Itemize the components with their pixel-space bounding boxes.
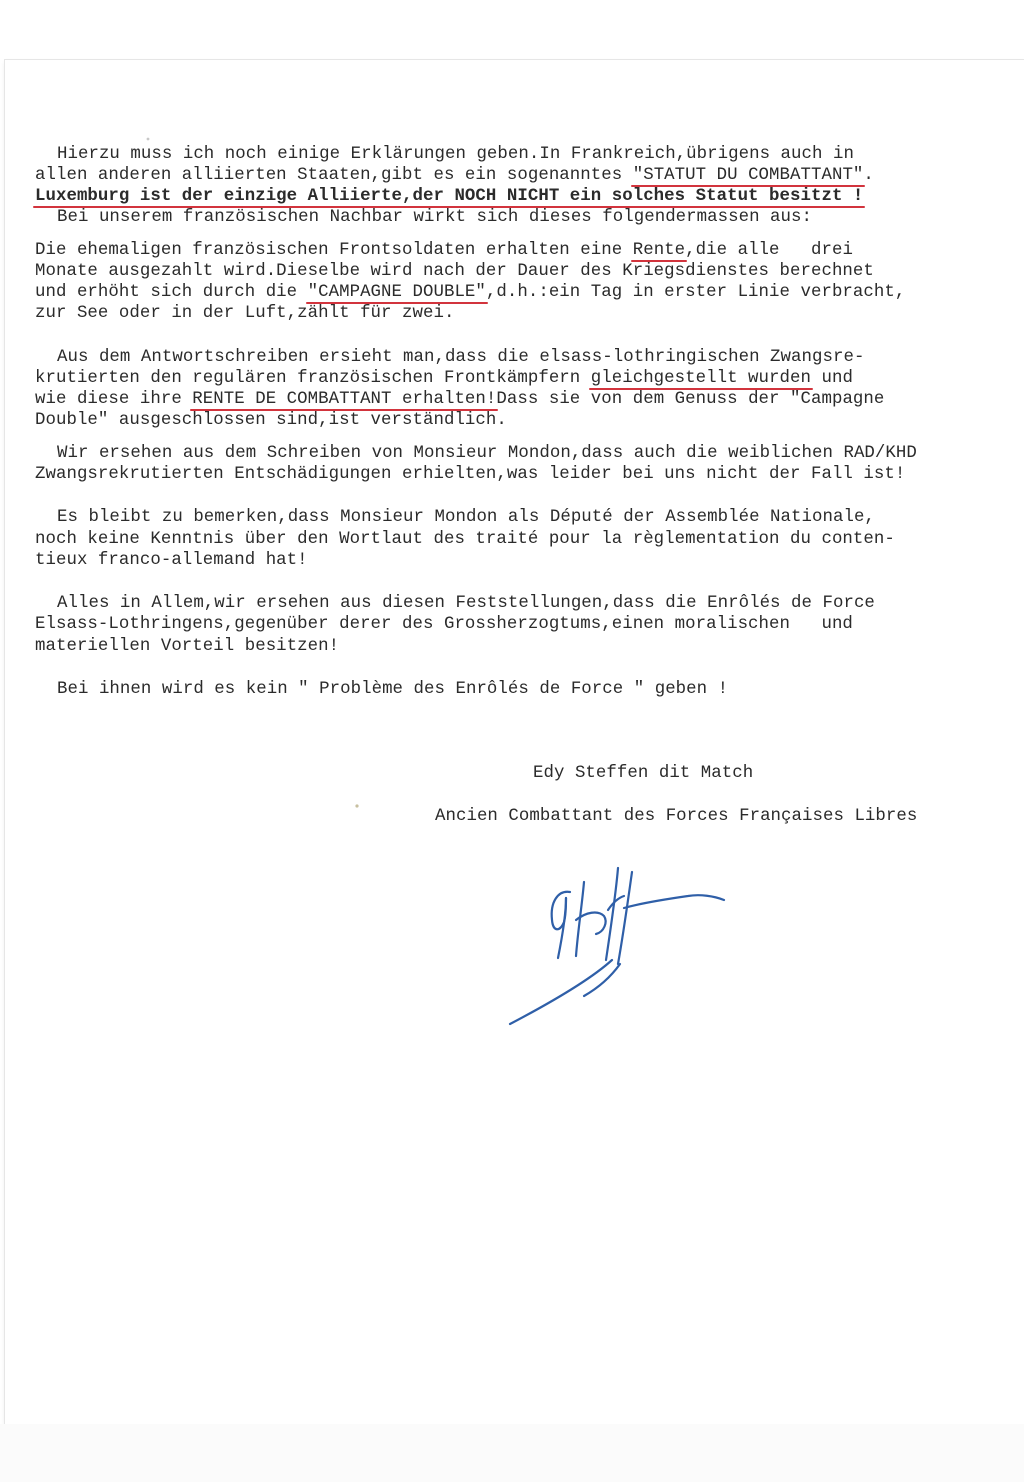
paragraph-5-line-3 [35, 550, 308, 571]
paragraph-2-line-2 [35, 261, 874, 282]
paragraph-2-line-1 [35, 240, 853, 261]
paragraph-1-line-4 [57, 207, 812, 228]
paragraph-5-line-1 [57, 507, 875, 528]
text-run: Elsass-Lothringens,gegenüber derer des Grossherzogtums,einen moralischen und [35, 615, 853, 634]
text-run: wie diese ihre [35, 390, 193, 409]
paragraph-2-line-3 [35, 282, 905, 303]
author-name: Edy Steffen dit Match [533, 764, 754, 783]
text-run: Double" ausgeschlossen sind,ist verständlich. [35, 411, 507, 430]
gleichgestellt-highlight: gleichgestellt wurden [590, 369, 811, 388]
text-run: allen anderen alliierten Staaten,gibt es ein sogenanntes [35, 166, 633, 185]
text-run: Zwangsrekrutierten Entschädigungen erhielten,was leider bei uns nicht der Fall ist! [35, 465, 906, 484]
text-run: Dass sie von dem Genuss der "Campagne [496, 390, 885, 409]
paragraph-3-line-1 [57, 347, 864, 368]
text-run: Die ehemaligen französischen Frontsoldaten erhalten eine [35, 241, 633, 260]
text-run: materiellen Vorteil besitzen! [35, 637, 340, 656]
paragraph-4-line-2 [35, 464, 905, 485]
rente-highlight: Rente [632, 241, 686, 260]
text-run: Es bleibt zu bemerken,dass Monsieur Mondon als Député der Assemblée Nationale, [57, 508, 875, 527]
text-run: . [863, 166, 874, 185]
text-run: Wir ersehen aus dem Schreiben von Monsieur Mondon,dass auch die weiblichen RAD/KHD [57, 444, 917, 463]
paragraph-3-line-2 [35, 368, 853, 389]
paragraph-6-line-1 [57, 593, 875, 614]
text-run: ,d.h.:ein Tag in erster Linie verbracht, [485, 283, 906, 302]
text-run: Monate ausgezahlt wird.Dieselbe wird nach der Dauer des Kriegsdienstes berechnet [35, 262, 874, 281]
paragraph-4-line-1 [57, 443, 917, 464]
text-run: Bei unserem französischen Nachbar wirkt sich dieses folgendermassen aus: [57, 208, 812, 227]
text-run: Aus dem Antwortschreiben ersieht man,dass die elsass-lothringischen Zwangsre- [57, 348, 865, 367]
text-run: zur See oder in der Luft,zählt für zwei. [35, 304, 455, 323]
paragraph-6-line-3 [35, 636, 339, 657]
campagne-double-highlight: "CAMPAGNE DOUBLE" [307, 283, 486, 302]
text-run: Alles in Allem,wir ersehen aus diesen Feststellungen,dass die Enrôlés de Force [57, 594, 875, 613]
text-run: und erhöht sich durch die [35, 283, 308, 302]
paragraph-5-line-2 [35, 529, 895, 550]
luxemburg-statement-highlight: Luxemburg ist der einzige Alliierte,der NOCH NICHT ein solches Statut besitzt ! [35, 187, 864, 206]
paragraph-1-line-3 [35, 186, 863, 207]
text-run: und [810, 369, 853, 388]
paragraph-3-line-3 [35, 389, 884, 410]
text-run: ,die alle drei [685, 241, 853, 260]
statut-du-combattant-highlight: "STATUT DU COMBATTANT" [632, 166, 864, 185]
paragraph-2-line-4 [35, 303, 454, 324]
rente-de-combattant-highlight: RENTE DE COMBATTANT erhalten! [192, 390, 497, 409]
paragraph-1-line-2 [35, 165, 874, 186]
paragraph-1-line-1 [57, 144, 854, 165]
text-run: tieux franco-allemand hat! [35, 551, 308, 570]
paragraph-6-line-2 [35, 614, 853, 635]
paragraph-7-line-1 [57, 679, 728, 700]
author-title: Ancien Combattant des Forces Françaises Libres [435, 807, 918, 826]
text-run: Hierzu muss ich noch einige Erklärungen geben.In Frankreich,übrigens auch in [57, 145, 854, 164]
text-run: krutierten den regulären französischen Frontkämpfern [35, 369, 591, 388]
text-run: Bei ihnen wird es kein " Problème des Enrôlés de Force " geben ! [57, 680, 729, 699]
handwritten-signature [500, 860, 740, 1040]
text-run: noch keine Kenntnis über den Wortlaut des traité pour la règlementation du conten- [35, 530, 895, 549]
paragraph-3-line-4 [35, 410, 507, 431]
